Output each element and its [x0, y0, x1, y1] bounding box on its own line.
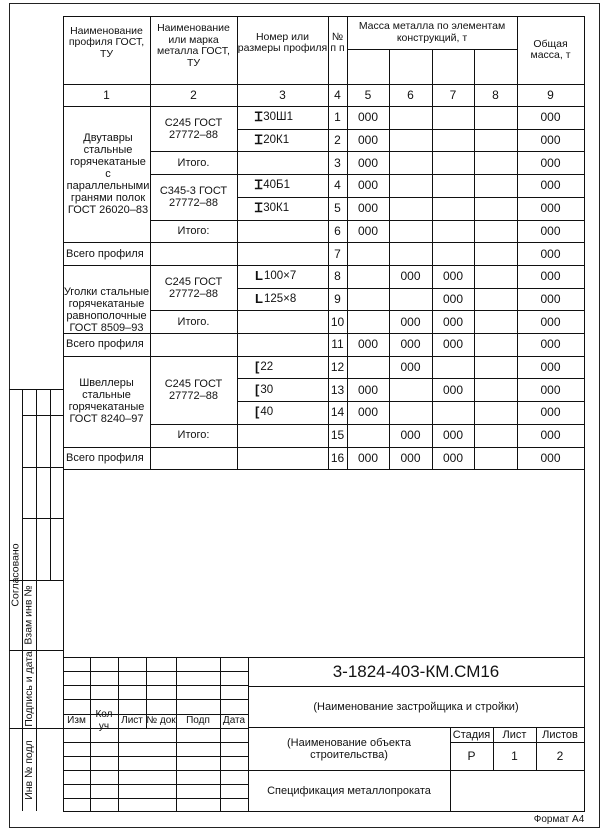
total-mass-value: 000 [540, 337, 561, 352]
total-mass-value: 000 [540, 405, 561, 420]
mass-value [347, 356, 389, 379]
subtotal-label: Итого: [177, 224, 210, 237]
steel-grade: С245 ГОСТ 27772–88 [164, 275, 223, 300]
channel-profile-icon: [ [255, 404, 260, 420]
mass-value: 000 [442, 450, 464, 465]
steel-grade: С245 ГОСТ 27772–88 [164, 377, 223, 402]
total-mass-value: 000 [540, 178, 561, 193]
profile-size-value: 20К1 [263, 134, 290, 147]
mass-value [474, 401, 517, 424]
mass-value [474, 288, 517, 311]
profile-size [237, 242, 328, 265]
column-number: 1 [103, 88, 110, 102]
mass-value [389, 151, 432, 174]
row-number: 3 [334, 155, 341, 170]
original-inventory-label [22, 728, 36, 811]
replacement-inventory-label-text: Взам инв № [23, 585, 35, 645]
profile-size [237, 220, 328, 243]
mass-value: 000 [400, 450, 421, 465]
row-number: 13 [330, 382, 345, 397]
mass-value [432, 220, 474, 243]
i-beam-icon: Ɪ [255, 109, 263, 125]
mass-value [432, 174, 474, 197]
mass-value [432, 129, 474, 152]
steel-grade: С345-3 ГОСТ 27772–88 [159, 184, 228, 209]
total-mass-value: 000 [540, 133, 561, 148]
profile-size-value: 30К1 [263, 202, 290, 215]
column-number: 2 [190, 88, 197, 102]
signature-date-label [22, 650, 36, 728]
profile-size [237, 129, 328, 152]
row-number: 5 [334, 201, 341, 216]
channel-profile-icon: [ [255, 381, 260, 397]
column-number: 9 [547, 88, 554, 102]
grid-line [22, 467, 63, 468]
mass-value [474, 378, 517, 401]
profile-size [237, 447, 328, 470]
total-profile-label: Всего профиля [66, 451, 144, 464]
column-number: 8 [492, 88, 499, 102]
total-mass-value: 000 [540, 314, 561, 329]
total-mass-value: 000 [540, 155, 561, 170]
total-mass-value: 000 [540, 110, 561, 125]
mass-value: 000 [442, 269, 464, 284]
angle-profile-icon: L [255, 290, 263, 306]
profile-size-value: 30Ш1 [263, 111, 293, 124]
mass-value: 000 [357, 178, 379, 193]
mass-value [347, 288, 389, 311]
i-beam-icon: Ɪ [255, 132, 263, 148]
mass-value: 000 [357, 337, 379, 352]
grid-line [22, 518, 63, 519]
sheet-value: 1 [511, 749, 518, 763]
column-number: 7 [449, 88, 457, 102]
profile-size-value: 40 [260, 406, 274, 419]
total-profile-label: Всего профиля [66, 247, 144, 260]
header-total-mass: Общая масса, т [530, 37, 571, 61]
grid-line [584, 16, 585, 469]
title-block-col-label: Кол уч [95, 709, 113, 732]
mass-value [474, 310, 517, 333]
original-inventory-label-text: Инв № подл [23, 739, 36, 800]
total-mass-value: 000 [540, 450, 561, 465]
title-block-col-label: Подп [186, 715, 210, 726]
profile-size [237, 378, 328, 401]
mass-value [474, 106, 517, 129]
mass-value [474, 151, 517, 174]
row-number: 1 [334, 110, 341, 125]
row-number: 15 [330, 428, 345, 443]
group-name: Уголки стальные горячекатаные равнополочные ГОСТ 8509–93 [63, 286, 150, 335]
mass-value: 000 [400, 337, 421, 352]
profile-size [237, 310, 328, 333]
profile-size [237, 106, 328, 129]
total-mass-value: 000 [540, 291, 561, 306]
total-mass-value: 000 [540, 382, 561, 397]
title-block-col-label: Изм [67, 715, 86, 726]
stage-label: Стадия [452, 728, 491, 741]
row-number: 16 [330, 450, 345, 465]
mass-value [474, 129, 517, 152]
mass-value: 000 [442, 337, 464, 352]
mass-value [347, 424, 389, 447]
i-beam-icon: Ɪ [255, 200, 263, 216]
mass-value [474, 197, 517, 220]
header-mass-by-elements: Масса металла по элементам конструкций, т [358, 20, 506, 44]
total-profile-label: Всего профиля [66, 338, 144, 351]
row-number: 4 [334, 178, 341, 193]
profile-size-value: 125×8 [263, 292, 297, 305]
mass-value [432, 151, 474, 174]
grid-line [220, 657, 221, 811]
mass-value [389, 401, 432, 424]
mass-value [474, 174, 517, 197]
grid-line [22, 415, 63, 416]
angle-profile-icon: L [255, 268, 263, 284]
subtotal-label: Итого: [177, 429, 210, 442]
mass-value [432, 197, 474, 220]
mass-value [432, 356, 474, 379]
total-mass-value: 000 [540, 428, 561, 443]
customer-name-placeholder: (Наименование застройщика и стройки) [313, 700, 519, 713]
document-name: Спецификация металлопроката [267, 784, 431, 797]
mass-value: 000 [400, 269, 421, 284]
header-steel-grade: Наименование или марка металла ГОСТ, ТУ [157, 22, 230, 69]
total-mass-value: 000 [540, 246, 561, 261]
profile-size [237, 333, 328, 356]
row-number: 8 [334, 269, 341, 284]
mass-value [389, 288, 432, 311]
column-number: 5 [364, 88, 372, 102]
agreed-label-text: Согласовано [9, 542, 22, 607]
row-number: 6 [334, 223, 341, 238]
mass-value [432, 106, 474, 129]
grid-line [50, 389, 51, 580]
total-mass-value: 000 [540, 269, 561, 284]
mass-value: 000 [442, 428, 464, 443]
header-profile-name: Наименование профиля ГОСТ, ТУ [68, 24, 145, 60]
row-number: 14 [330, 405, 345, 420]
object-name-placeholder: (Наименование объекта строительства) [287, 736, 411, 761]
mass-value [389, 106, 432, 129]
title-block-col-label: Лист [121, 715, 143, 726]
profile-size [237, 151, 328, 174]
profile-size [237, 265, 328, 288]
row-number: 7 [334, 246, 341, 261]
mass-value: 000 [400, 360, 421, 375]
mass-value: 000 [357, 110, 379, 125]
paper-format: Формат А4 [533, 813, 585, 825]
row-number: 9 [334, 291, 341, 306]
subtotal-label: Итого. [177, 315, 210, 328]
mass-value: 000 [357, 405, 379, 420]
grid-line [63, 469, 584, 470]
mass-value: 000 [442, 291, 464, 306]
row-number: 10 [330, 314, 345, 329]
total-mass-value: 000 [540, 201, 561, 216]
grid-line [90, 657, 91, 811]
total-mass-value: 000 [540, 223, 561, 238]
profile-size [237, 174, 328, 197]
stage-value: Р [467, 749, 476, 763]
grid-line [36, 389, 37, 811]
mass-value: 000 [357, 201, 379, 216]
group-name: Двутавры стальные горячекатаные с параллельными гранями полок ГОСТ 26020–83 [66, 132, 150, 217]
subtotal-label: Итого. [177, 156, 210, 169]
grid-line [22, 389, 23, 580]
mass-value [432, 401, 474, 424]
mass-value [474, 242, 517, 265]
group-name: Швеллеры стальные горячекатаные ГОСТ 8240–97 [68, 377, 145, 426]
column-number: 6 [407, 88, 414, 102]
sheets-value: 2 [556, 749, 564, 763]
sheets-label: Листов [542, 728, 578, 741]
mass-value [474, 333, 517, 356]
profile-size [237, 356, 328, 379]
mass-value [474, 424, 517, 447]
mass-value [347, 310, 389, 333]
profile-size-value: 40Б1 [263, 179, 290, 192]
row-number: 11 [331, 337, 344, 352]
header-profile-size: Номер или размеры профиля [237, 30, 328, 54]
profile-size-value: 100×7 [263, 270, 297, 283]
sheet-label: Лист [502, 728, 527, 741]
mass-value [432, 242, 474, 265]
profile-size [237, 424, 328, 447]
document-code: 3-1824-403-КМ.СМ16 [332, 661, 500, 681]
mass-value [474, 447, 517, 470]
mass-value [389, 242, 432, 265]
profile-size-value: 30 [260, 383, 274, 396]
profile-size [237, 401, 328, 424]
signature-date-label-text: Подпись и дата [23, 651, 35, 727]
header-row-number: № п п [330, 30, 345, 54]
mass-value: 000 [442, 382, 464, 397]
mass-value [389, 378, 432, 401]
i-beam-icon: Ɪ [255, 177, 263, 193]
mass-value [389, 129, 432, 152]
column-number: 4 [334, 88, 341, 102]
mass-value: 000 [400, 314, 421, 329]
channel-profile-icon: [ [255, 359, 260, 375]
profile-size-value: 22 [260, 361, 274, 374]
title-block-col-label: № док [146, 715, 176, 726]
total-mass-value: 000 [540, 360, 561, 375]
mass-value [474, 356, 517, 379]
agreed-label [9, 389, 22, 760]
mass-value [347, 265, 389, 288]
profile-size [237, 197, 328, 220]
mass-value: 000 [400, 428, 421, 443]
mass-value [474, 220, 517, 243]
steel-grade: С245 ГОСТ 27772–88 [164, 116, 223, 141]
mass-value [389, 174, 432, 197]
mass-value: 000 [357, 382, 379, 397]
replacement-inventory-label [22, 580, 36, 650]
mass-value [474, 265, 517, 288]
grid-line [118, 657, 119, 811]
mass-value [347, 242, 389, 265]
row-number: 2 [334, 133, 341, 148]
mass-value: 000 [442, 314, 464, 329]
grid-line [176, 657, 177, 811]
column-number: 3 [279, 88, 286, 102]
title-block-col-label: Дата [222, 715, 246, 726]
mass-value: 000 [357, 450, 379, 465]
row-number: 12 [330, 360, 345, 375]
profile-size [237, 288, 328, 311]
mass-value: 000 [357, 223, 379, 238]
mass-value: 000 [357, 133, 379, 148]
mass-value [389, 197, 432, 220]
mass-value [389, 220, 432, 243]
mass-value: 000 [357, 155, 379, 170]
